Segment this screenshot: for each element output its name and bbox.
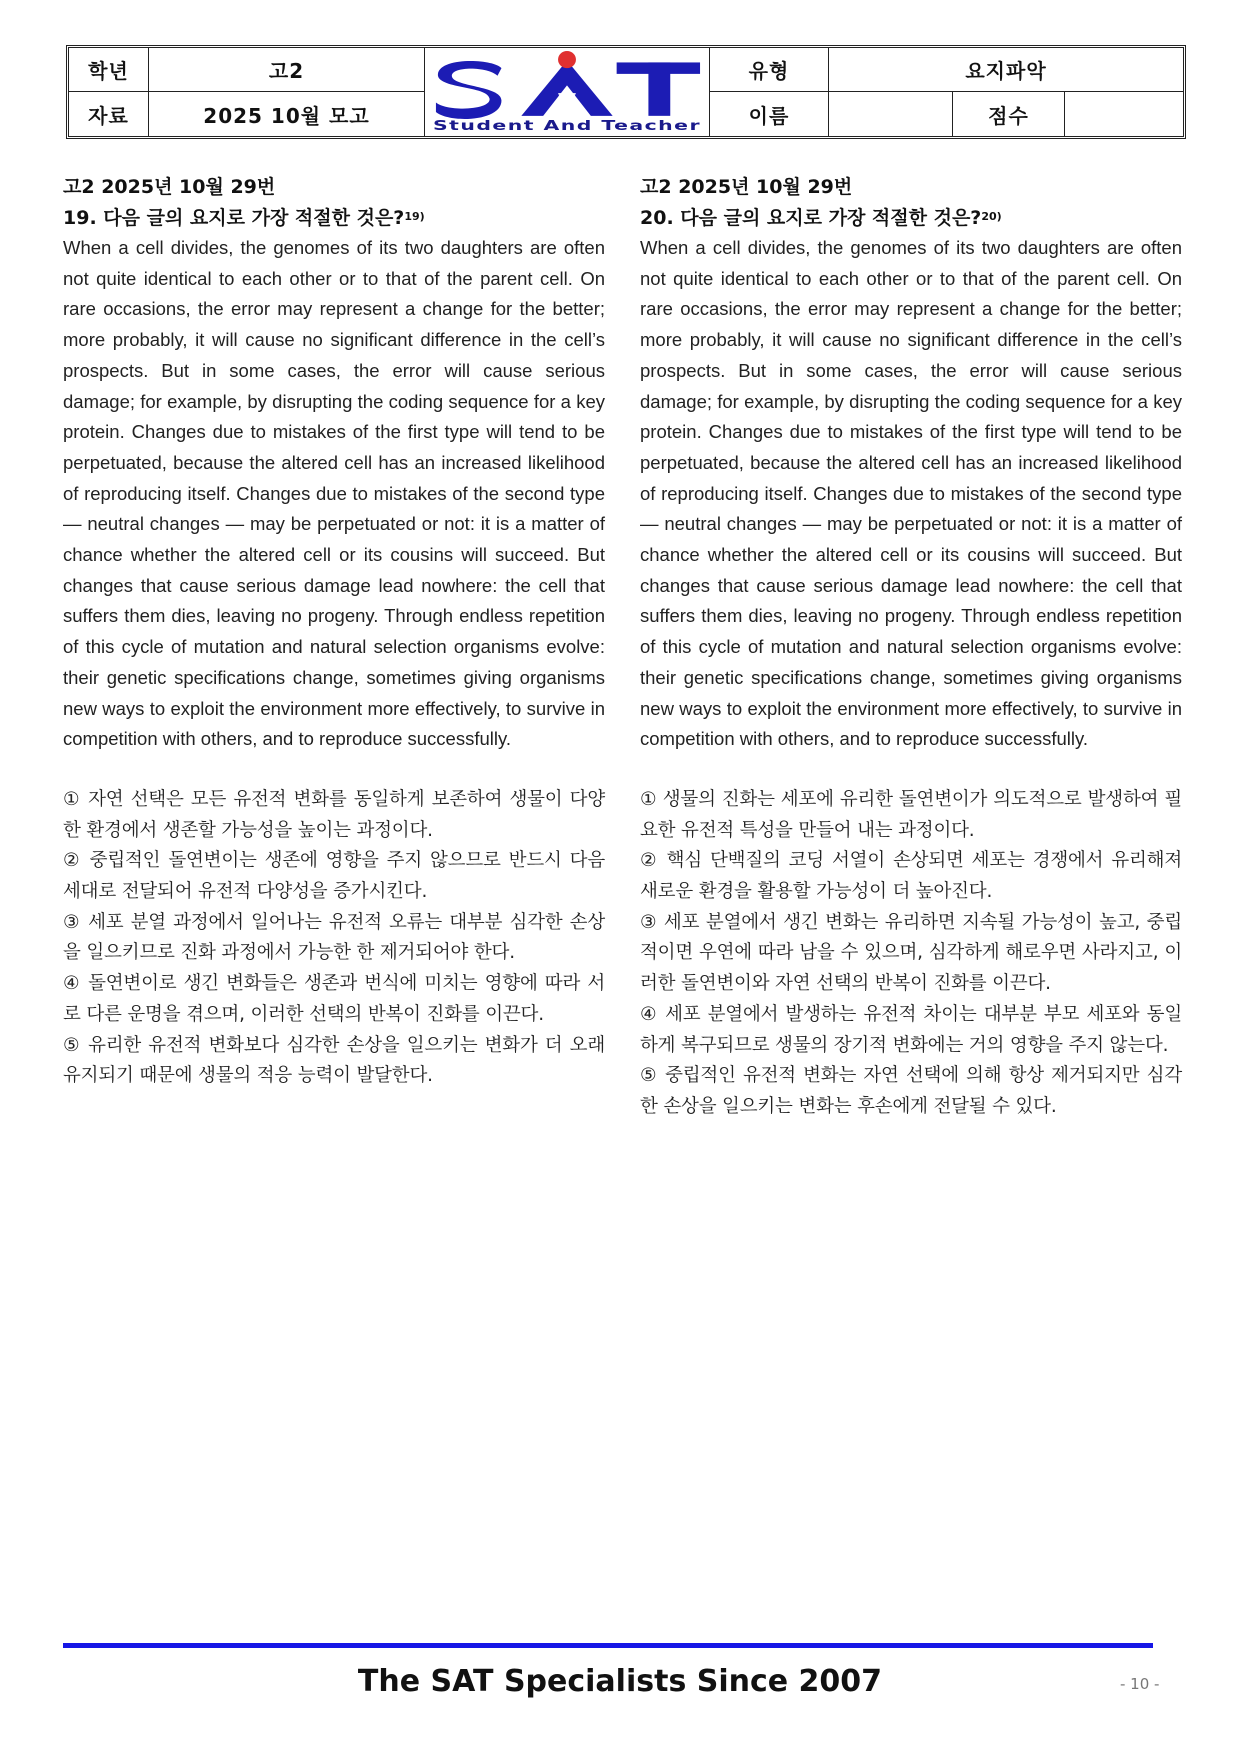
- type-value: 요지파악: [829, 48, 1183, 92]
- score-field[interactable]: [1065, 92, 1183, 136]
- score-label: 점수: [953, 92, 1065, 136]
- logo-tagline: Student And Teacher: [432, 118, 702, 133]
- header-table: [66, 45, 1186, 139]
- question-20-column: [640, 172, 1182, 1123]
- question-prompt: [63, 202, 605, 233]
- choice-5[interactable]: ⑤ 중립적인 유전적 변화는 자연 선택에 의해 항상 제거되지만 심각한 손상을 일으키는 변화는 후손에게 전달될 수 있다.: [640, 1065, 1182, 1117]
- footer-slogan: The SAT Specialists Since 2007: [357, 1664, 883, 1699]
- question-prompt: [640, 202, 1182, 233]
- choice-2[interactable]: ② 중립적인 돌연변이는 생존에 영향을 주지 않으므로 반드시 다음 세대로 전달되어 유전적 다양성을 증가시킨다.: [63, 850, 605, 903]
- choice-2[interactable]: ② 핵심 단백질의 코딩 서열이 손상되면 세포는 경쟁에서 유리해져 새로운 환경을 활용할 가능성이 더 높아진다.: [640, 850, 1182, 903]
- answer-choices: [640, 785, 1182, 1123]
- footer-divider: [63, 1643, 1153, 1648]
- choice-3[interactable]: ③ 세포 분열 과정에서 일어나는 유전적 오류는 대부분 심각한 손상을 일으키므로 진화 과정에서 가능한 한 제거되어야 한다.: [63, 911, 605, 964]
- question-source: 고2 2025년 10월 29번: [640, 176, 853, 198]
- choice-5[interactable]: ⑤ 유리한 유전적 변화보다 심각한 손상을 일으키는 변화가 더 오래 유지되기 때문에 생물의 적응 능력이 발달한다.: [63, 1034, 605, 1087]
- page-number: - 10 -: [1120, 1675, 1160, 1693]
- choice-1[interactable]: ① 자연 선택은 모든 유전적 변화를 동일하게 보존하여 생물이 다양한 환경에서 생존할 가능성을 높이는 과정이다.: [63, 788, 605, 841]
- footnote-ref: 20): [981, 210, 1002, 223]
- footnote-ref: 19): [404, 210, 425, 223]
- type-label: 유형: [710, 48, 829, 92]
- question-19-column: [63, 172, 605, 1092]
- passage-text: When a cell divides, the genomes of its two daughters are often not quite identical to each other or to that of the parent cell. On rare occasions, the error may represent a change for the better; more probably, it will cause no significant difference in the cell’s prospects. But in some cases, the error will cause serious damage; for example, by disrupting the coding sequence for a key protein. Changes due to mistakes of the first type will tend to be perpetuated, because the altered cell has an increased likelihood of reproducing itself. Changes due to mistakes of the second type — neutral changes — may be perpetuated or not: it is a matter of chance whether the altered cell or its cousins will succeed. But changes that cause serious damage lead nowhere: the cell that suffers them dies, leaving no progeny. Through endless repetition of this cycle of mutation and natural selection organisms evolve: their genetic specifications change, sometimes giving organisms new ways to exploit the environment more effectively, to survive in competition with others, and to reproduce successfully.: [63, 237, 605, 750]
- question-text: 19. 다음 글의 요지로 가장 적절한 것은?: [63, 207, 405, 229]
- grade-value: 고2: [149, 48, 425, 92]
- choice-4[interactable]: ④ 세포 분열에서 발생하는 유전적 차이는 대부분 부모 세포와 동일하게 복구되므로 생물의 장기적 변화에는 거의 영향을 주지 않는다.: [640, 1003, 1182, 1056]
- passage-text: When a cell divides, the genomes of its two daughters are often not quite identical to each other or to that of the parent cell. On rare occasions, the error may represent a change for the better; more probably, it will cause no significant difference in the cell’s prospects. But in some cases, the error will cause serious damage; for example, by disrupting the coding sequence for a key protein. Changes due to mistakes of the first type will tend to be perpetuated, because the altered cell has an increased likelihood of reproducing itself. Changes due to mistakes of the second type — neutral changes — may be perpetuated or not: it is a matter of chance whether the altered cell or its cousins will succeed. But changes that cause serious damage lead nowhere: the cell that suffers them dies, leaving no progeny. Through endless repetition of this cycle of mutation and natural selection organisms evolve: their genetic specifications change, sometimes giving organisms new ways to exploit the environment more effectively, to survive in competition with others, and to reproduce successfully.: [640, 237, 1182, 750]
- choice-3[interactable]: ③ 세포 분열에서 생긴 변화는 유리하면 지속될 가능성이 높고, 중립적이면 우연에 따라 남을 수 있으며, 심각하게 해로우면 사라지고, 이러한 돌연변이와 자연 선택의 반복이 진화를 이끈다.: [640, 911, 1182, 995]
- question-source: 고2 2025년 10월 29번: [63, 176, 276, 198]
- name-label: 이름: [710, 92, 829, 136]
- choice-4[interactable]: ④ 돌연변이로 생긴 변화들은 생존과 번식에 미치는 영향에 따라 서로 다른 운명을 겪으며, 이러한 선택의 반복이 진화를 이끈다.: [63, 973, 605, 1025]
- grade-label: 학년: [69, 48, 149, 92]
- material-value: 2025 10월 모고: [149, 92, 425, 136]
- sat-logo: [425, 48, 710, 136]
- material-label: 자료: [69, 92, 149, 136]
- name-field[interactable]: [829, 92, 953, 136]
- sat-logo-graphic: [428, 51, 706, 133]
- question-text: 20. 다음 글의 요지로 가장 적절한 것은?: [640, 207, 982, 229]
- choice-1[interactable]: ① 생물의 진화는 세포에 유리한 돌연변이가 의도적으로 발생하여 필요한 유전적 특성을 만들어 내는 과정이다.: [640, 788, 1182, 841]
- answer-choices: [63, 785, 605, 1092]
